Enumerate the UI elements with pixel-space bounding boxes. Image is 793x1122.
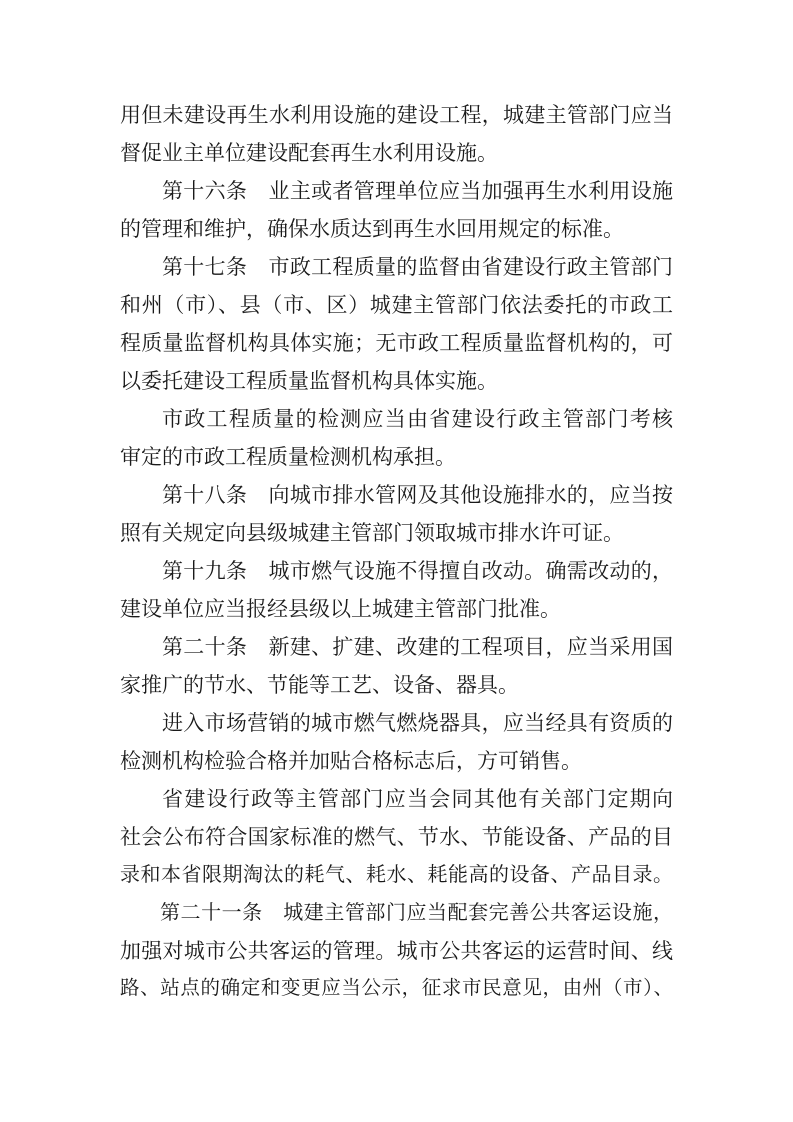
text-line: 程质量监督机构具体实施；无市政工程质量监督机构的，可 — [120, 331, 673, 355]
text-line: 市政工程质量的检测应当由省建设行政主管部门考核 — [162, 407, 673, 431]
text-line: 用但未建设再生水利用设施的建设工程，城建主管部门应当 — [120, 103, 673, 127]
text-line: 审定的市政工程质量检测机构承担。 — [120, 445, 456, 469]
text-line: 省建设行政等主管部门应当会同其他有关部门定期向 — [162, 787, 673, 811]
text-line: 第二十一条 城建主管部门应当配套完善公共客运设施， — [160, 902, 673, 924]
text-line: 第十八条 向城市排水管网及其他设施排水的，应当按 — [162, 483, 673, 507]
text-line: 路、站点的确定和变更应当公示，征求市民意见，由州（市）、 — [120, 978, 673, 999]
text-line: 第十九条 城市燃气设施不得擅自改动。确需改动的， — [162, 559, 673, 583]
text-line: 的管理和维护，确保水质达到再生水回用规定的标准。 — [120, 217, 624, 241]
text-line: 督促业主单位建设配套再生水利用设施。 — [120, 141, 498, 165]
text-line: 录和本省限期淘汰的耗气、耗水、耗能高的设备、产品目录。 — [120, 864, 673, 886]
text-line: 以委托建设工程质量监督机构具体实施。 — [120, 369, 498, 393]
text-line: 加强对城市公共客运的管理。城市公共客运的运营时间、线 — [120, 939, 673, 963]
text-line: 和州（市）、县（市、区）城建主管部门依法委托的市政工 — [120, 293, 673, 317]
text-line: 照有关规定向县级城建主管部门领取城市排水许可证。 — [120, 521, 624, 545]
text-line: 社会公布符合国家标准的燃气、节水、节能设备、产品的目 — [120, 825, 673, 849]
text-line: 建设单位应当报经县级以上城建主管部门批准。 — [120, 597, 561, 621]
text-line: 第十七条 市政工程质量的监督由省建设行政主管部门 — [162, 255, 673, 279]
text-line: 第十六条 业主或者管理单位应当加强再生水利用设施 — [162, 179, 673, 203]
text-line: 检测机构检验合格并加贴合格标志后，方可销售。 — [120, 749, 582, 773]
text-line: 第二十条 新建、扩建、改建的工程项目，应当采用国 — [162, 635, 673, 659]
text-line: 进入市场营销的城市燃气燃烧器具，应当经具有资质的 — [162, 711, 673, 735]
text-line: 家推广的节水、节能等工艺、设备、器具。 — [120, 673, 519, 697]
text-block — [120, 0, 673, 1008]
